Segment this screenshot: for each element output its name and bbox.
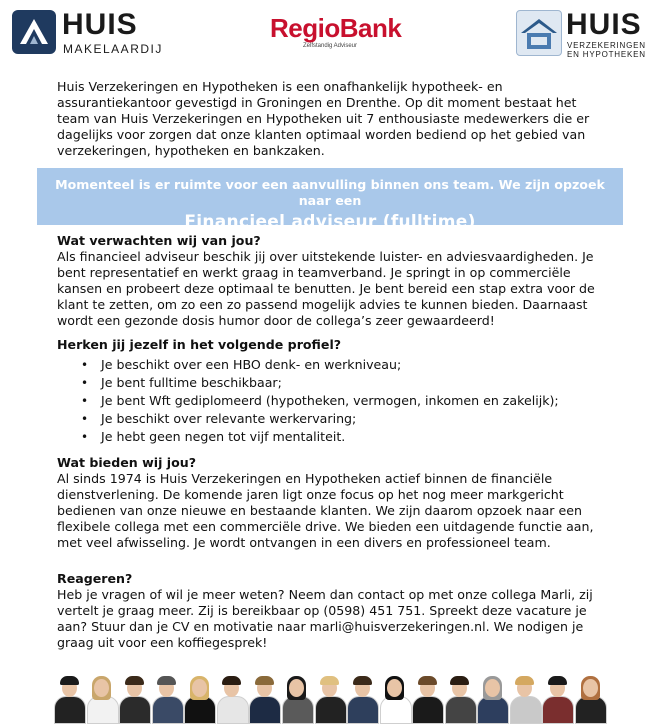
- list-item-text: Je bent fulltime beschikbaar;: [101, 375, 282, 390]
- team-member-body: [347, 696, 379, 724]
- huis-verzekeringen-logo: [516, 8, 656, 59]
- team-member-head: [192, 679, 207, 697]
- bullet-icon: •: [81, 358, 89, 372]
- logo-left-sub: MAKELAARDIJ: [63, 42, 163, 56]
- offer-heading: Wat bieden wij jou?: [57, 455, 197, 470]
- list-item: [57, 356, 602, 374]
- list-item: [57, 410, 602, 428]
- team-member-body: [217, 696, 249, 724]
- list-item-text: Je beschikt over een HBO denk- en werkniveau;: [101, 357, 402, 372]
- logo-center-sub: Zelfstandig Adviseur: [302, 43, 358, 49]
- team-member: [412, 663, 442, 724]
- team-member-hair: [60, 676, 79, 685]
- list-item-text: Je hebt geen negen tot vijf mentaliteit.: [101, 429, 346, 444]
- team-member-body: [315, 696, 347, 724]
- team-member: [380, 670, 410, 724]
- team-member-hair: [255, 676, 274, 685]
- bullet-icon: •: [81, 412, 89, 426]
- list-item: [57, 374, 602, 392]
- team-member-body: [380, 696, 412, 724]
- team-member: [542, 665, 572, 724]
- list-item-text: Je bent Wft gediplomeerd (hypotheken, vermogen, inkomen en zakelijk);: [101, 393, 559, 408]
- team-member-body: [87, 696, 119, 724]
- team-member-hair: [320, 676, 339, 685]
- team-member: [282, 661, 312, 724]
- team-member: [184, 662, 214, 724]
- team-member-hair: [125, 676, 144, 685]
- team-member-body: [249, 696, 281, 724]
- team-member-body: [542, 696, 574, 724]
- team-member: [119, 666, 149, 724]
- profile-list: [57, 356, 602, 446]
- list-item: [57, 428, 602, 446]
- team-photo: [57, 662, 602, 724]
- team-member-body: [445, 696, 477, 724]
- team-member-hair: [157, 676, 176, 685]
- bullet-icon: •: [81, 430, 89, 444]
- expectations-heading: Wat verwachten wij van jou?: [57, 233, 261, 248]
- team-member: [477, 669, 507, 724]
- house-roof-icon: [12, 10, 56, 54]
- team-member-body: [477, 696, 509, 724]
- logo-center-name: RegioBank: [270, 13, 402, 43]
- team-member-body: [510, 696, 542, 724]
- team-member-body: [119, 696, 151, 724]
- team-member: [445, 666, 475, 724]
- team-member-hair: [222, 676, 241, 685]
- offer-body: Al sinds 1974 is Huis Verzekeringen en Hypotheken actief binnen de financiële dienstverlening. De komende jaren ligt onze focus op het nog meer markgericht bedienen van onze nieuwe en bestaande klanten. We zijn daarom opzoek naar een flexibele collega met een commerciële drive. We bieden een uitdagende functie aan, met veel afwisseling. Je wordt ontvangen in een divers en professioneel team.: [57, 471, 594, 550]
- logo-right-sub-line1: VERZEKERINGEN: [567, 41, 646, 50]
- team-member: [575, 668, 605, 724]
- team-member: [54, 670, 84, 724]
- team-member-hair: [450, 676, 469, 685]
- section-profile: [57, 337, 602, 446]
- logo-left-name: HUIS: [62, 8, 138, 41]
- huis-makelaardij-logo: [12, 10, 162, 56]
- team-member-hair: [418, 676, 437, 685]
- team-member: [510, 662, 540, 724]
- team-member-hair: [515, 676, 534, 685]
- list-item-text: Je beschikt over relevante werkervaring;: [101, 411, 357, 426]
- vacancy-title: Financieel adviseur (fulltime): [184, 212, 476, 232]
- banner-intro-line: Momenteel is er ruimte voor een aanvulling binnen ons team. We zijn opzoek naar een: [55, 177, 605, 208]
- team-member-body: [152, 696, 184, 724]
- team-member-head: [94, 679, 109, 697]
- team-member: [347, 667, 377, 724]
- team-member-body: [54, 696, 86, 724]
- expectations-body: Als financieel adviseur beschik jij over uitstekende luister- en adviesvaardigheden. Je bent representatief en werkt graag in teamverband. Je springt in op commerciële kansen en probeert deze optimaal te benutten. Je bent bereid een stap extra voor de klant te zetten, om zo een zo passend mogelijk advies te kunnen bieden. Daarnaast wordt een gezonde dosis humor door de collega’s zeer gewaardeerd!: [57, 249, 595, 328]
- team-member: [152, 669, 182, 724]
- house-roof-icon: [516, 10, 562, 56]
- team-member-head: [583, 679, 598, 697]
- logo-right-sub-line2: EN HYPOTHEKEN: [567, 50, 646, 59]
- bullet-icon: •: [81, 394, 89, 408]
- logo-right-name: HUIS: [566, 8, 642, 41]
- team-member: [315, 664, 345, 724]
- section-offer: [57, 455, 602, 551]
- section-respond: [57, 571, 602, 651]
- section-expectations: [57, 233, 602, 329]
- team-member: [87, 663, 117, 724]
- regiobank-logo: [270, 13, 402, 54]
- team-member-body: [575, 696, 607, 724]
- bullet-icon: •: [81, 376, 89, 390]
- team-member: [249, 668, 279, 724]
- team-member-hair: [353, 676, 372, 685]
- team-member-head: [485, 679, 500, 697]
- intro-paragraph: Huis Verzekeringen en Hypotheken is een onafhankelijk hypotheek- en assurantiekantoor gevestigd in Groningen en Drenthe. Op dit moment bestaat het team van Huis Verzekeringen en Hypotheken uit 7 enthousiaste medewerkers die er dagelijks voor zorgen dat onze klanten optimaal worden bediend op het gebied van verzekeringen, hypotheken en bankzaken.: [57, 79, 590, 158]
- profile-heading: Herken jij jezelf in het volgende profiel?: [57, 337, 342, 352]
- logo-right-sub: [567, 41, 646, 59]
- vacancy-banner: [37, 168, 623, 232]
- team-member-body: [184, 696, 216, 724]
- respond-heading: Reageren?: [57, 571, 133, 586]
- respond-body: Heb je vragen of wil je meer weten? Neem dan contact op met onze collega Marli, zij vertelt je graag meer. Zij is bereikbaar op (0598) 451 751. Spreekt deze vacature je aan? Stuur dan je CV en motivatie naar marli@huisverzekeringen.nl. We nodigen je graag uit voor een koffiegesprek!: [57, 587, 593, 650]
- team-member-hair: [548, 676, 567, 685]
- team-member-body: [282, 696, 314, 724]
- list-item: [57, 392, 602, 410]
- team-member: [217, 665, 247, 724]
- team-member-body: [412, 696, 444, 724]
